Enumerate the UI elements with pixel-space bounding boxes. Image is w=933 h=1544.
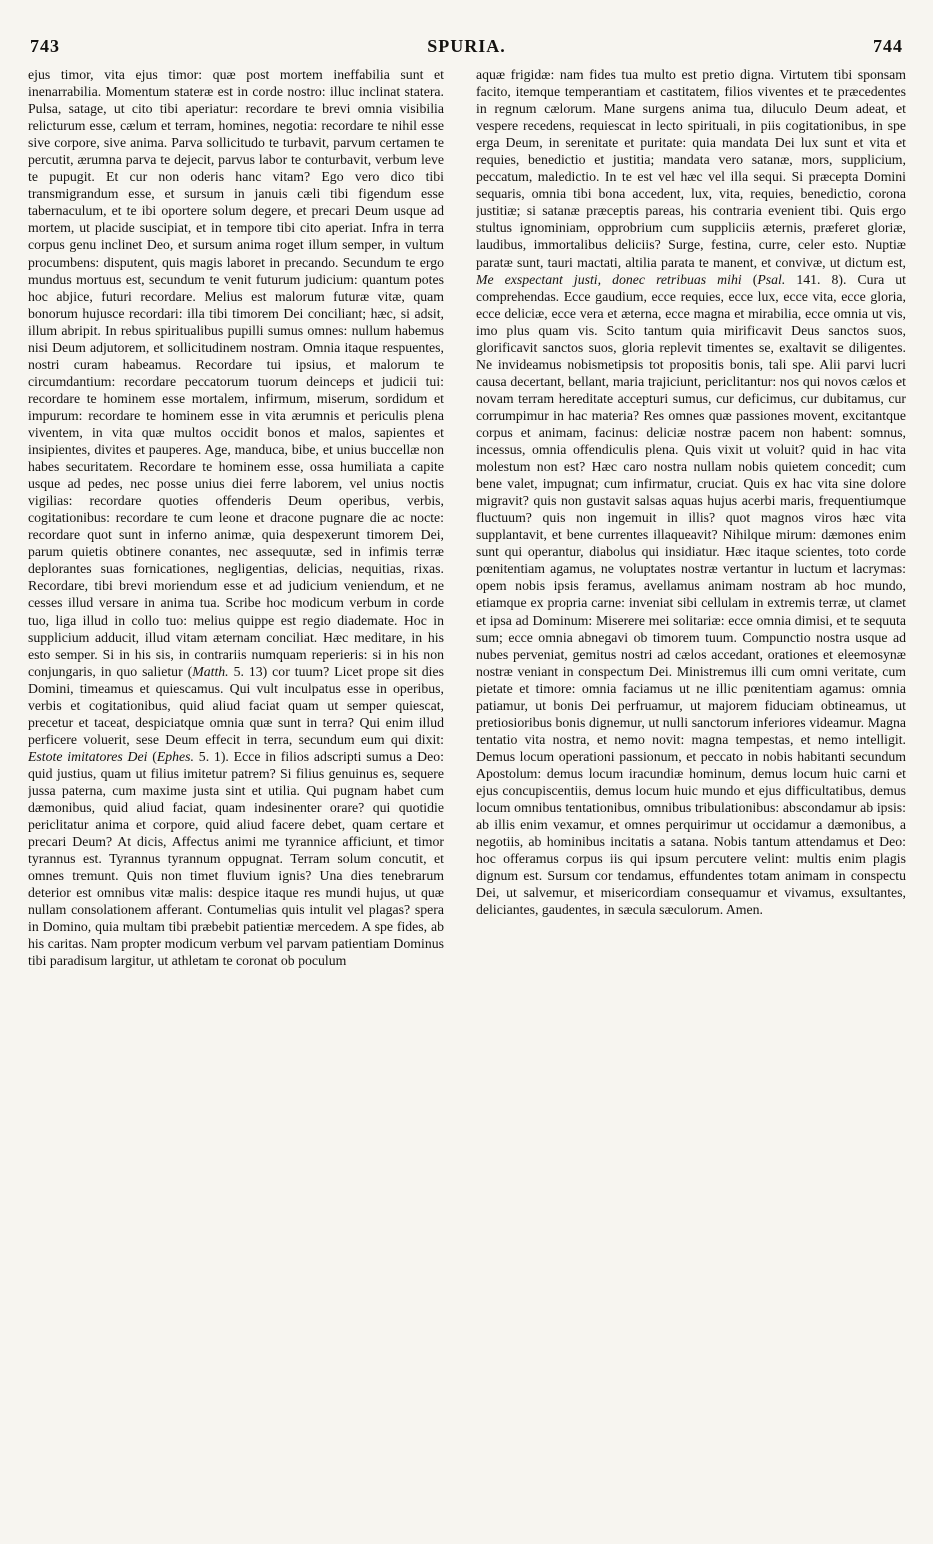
right-column-text (476, 66, 906, 918)
scripture-reference: Matth. (192, 663, 229, 679)
left-page-number: 743 (30, 36, 60, 56)
left-column-text (28, 66, 444, 969)
text-segment: 5. 1). Ecce in filios adscripti sumus a Deo: quid justius, quam ut filius imitetur patrem? Si filius genuinus es, sequere jussa paterna, cum maxime justa sint et utilia. Qui pugnam habet cum dæmonibus, quid aliud faciat, quam indesinenter orare? qui quotidie periclitatur anima et corpore, quid aliud facere debet, quam certare et precari Deum? At dicis, Affectus animi me tyrannice afficiunt, et timor tyrannus est. Tyrannus tyrannum oppugnat. Terram solum concutit, et omnes tremunt. Quis non timet fluvium ignis? Una dies tenebrarum deterior est omnibus vitæ malis: despice itaque res mundi hujus, ut quæ nullam consolationem afferant. Contumelias quis intulit vel plagas? spera in Domino, quia multam tibi præbebit patientiæ mercedem. A spe fides, ab his caritas. Nam propter modicum verbum vel parvam patientiam Dominus tibi paradisum largitur, ut athletam te coronat ob poculum (28, 748, 444, 969)
scripture-reference: Ephes. (156, 748, 194, 764)
text-segment: 5. 13) cor tuum? Licet prope sit dies Domini, timeamus et quiescamus. Qui vult inculpatus esse in operibus, verbis et cogitationibus, quid aliud faciat quam ut semper quiescat, precetur et taceat, despiciatque omnia quæ sunt in terra? Qui enim illud perficere voluerit, sese Deum effecit in terra, secundum eum qui dixit: (28, 663, 444, 747)
text-segment: 141. 8). Cura ut comprehendas. Ecce gaudium, ecce requies, ecce lux, ecce vita, ecce gloria, ecce deliciæ, ecce vera et æterna, ecce magna et mirabilia, ecce omnia ut vis, imo plus quam vis. Scito tantum quia mirificavit Deus sanctos suos, glorificavit sanctos suos, gloria replevit timentes se, exaltavit se diligentes. Ne invideamus nobismetipsis tot propositis bonis, tali spe. Alii parvi lucri causa decertant, bellant, maria trajiciunt, periclitantur: nos qui novos cælos et novam terram hereditate accepturi sumus, cur deficimus, cur dubitamus, cur corrumpimur in hac materia? Res omnes quæ passiones movent, excitantque corpus et animam, facinus: deliciæ nostræ pacem non habent: somnus, incessus, omnia offendiculis plena. Quis vixit ut voluit? quid in hac vita molestum non est? Hæc caro nostra nullam nobis quietem concedit; cum bene valet, impugnat; cum infirmatur, cruciat. Quis ex hac vita sine dolore migravit? quis non gustavit salsas aquas hujus acerbi maris, frequentiumque fluctuum? quis non ingemuit in illis? quot magnos viros hæc vita supplantavit, et bene currentes illaqueavit? Nihilque mirum: dæmones enim sunt qui operantur, diabolus qui insidiatur. Hæc itaque scientes, toto corde pœnitentiam agamus, ne voluptates nostræ vertantur in luctum et lacrymas: opem nobis ipsis feramus, avellamus animam nostram ab hoc mundo, etiamque ex propria carne: inveniat sibi cellulam in extremis terræ, ut clamet et ipsa ad Dominum: Miserere mei solitariæ: ecce omnia dimisi, et te sequuta sum; ecce omnia abnegavi ob timorem tuum. Compunctio nostra usque ad nubes perveniat, gemitus nostri ad cælos accedant, orationes et eleemosynæ nostræ veniant in conspectum Dei. Ministremus illi cum omni veritate, cum pietate et timore: omnia faciamus ut ne illic pœnitentiam agamus: omnia patiamur, ut bonis Dei perfruamur, ut majorem fiduciam obtineamus, ut pretiosioribus bonis dignemur, ut nulli sanctorum inferiores videamur. Magna tentatio vita nostra, et nemo novit: magna tempestas, et nemo intelligit. Demus locum operationi passionum, et peccato in nobis habitanti secundum Apostolum: demus locum iracundiæ hominum, demus locum huic carni et ejus concupiscentiis, demus locum huic mundo et ejus difficultatibus, demus locum omnibus tentationibus, omnibus tribulationibus: abscondamur ab ipsis: ab illis enim vexamur, et omnes perquirimur ut occidamur a dæmonibus, a negotiis, ab hominibus incitatis a satana. Nobis tantum attendamus et Deo: hoc offeramus corpus iis qui ipsum percutere velint: multis enim plagis dignum est. Sursum cor tendamus, effundentes totam animam in conspectu Dei, ut salvemur, et misericordiam consequamur et vivamus, exsultantes, deliciantes, gaudentes, in sæcula sæculorum. Amen. (476, 271, 906, 918)
running-title: SPURIA. (427, 36, 506, 56)
text-segment: aquæ frigidæ: nam fides tua multo est pretio digna. Virtutem tibi sponsam facito, itemque temperantiam et castitatem, filios viventes et te præcedentes in regnum cælorum. Mane surgens anima tua, diluculo Deum adeat, et vespere recedens, requiescat in lecto spirituali, in piis cogitationibus, in spe erga Deum, in serenitate et puritate: quia mandata Dei lux sunt et vita et requies, benedictio et justitia; mandata vero satanæ, mors, supplicium, peccatum, maledictio. In te est vel hæc vel illa sequi. Si præcepta Domini sequaris, omnia tibi bona accedent, lux, vita, requies, benedictio, corona justitiæ; si satanæ præceptis pareas, his contraria evenient tibi. Quis ergo stultus ignominiam, opprobrium cum suppliciis æternis, præferet gloriæ, laudibus, immortalibus deliciis? Surge, festina, curre, celer esto. Nuptiæ paratæ sunt, tauri mactati, altilia parata te manent, et convivæ, ut dictum est, (476, 67, 906, 270)
text-segment: ( (147, 748, 157, 764)
scripture-reference: Psal. (757, 271, 786, 287)
right-column (476, 66, 906, 1406)
page-header (30, 36, 903, 62)
text-segment: ejus timor, vita ejus timor: quæ post mortem ineffabilia sunt et inenarrabilia. Momentum stateræ est in corde nostro: illuc inclinat statera. Pulsa, satage, ut cito tibi aperiatur: recordare te brevi omnia visibilia relicturum esse, cælum et terram, homines, negotia: recordare te nihil esse sive corpore, sive anima. Parva sollicitudo te turbavit, parvum certamen te percutit, ærumna parva te dejecit, parvus labor te conturbavit, verbum leve te pupugit. Et cur non oderis hanc vitam? Ego vero dico tibi transmigrandum esse, et sursum in januis cæli tibi figendum esse tabernaculum, et te ibi oportere solum degere, et precari Deum usque ad mortem, ut placide suscipiat, et in tempore tibi cito aperiat. Infra in terra corpus genu inclinet Deo, et sursum anima roget illum semper, in vultum procumbens: disputent, quis magis laboret in precando. Secundum te ergo mundus mortuus est, secundum te venit futurum judicium: quantum potes hoc abjice, futuri recordare. Melius est malorum futuræ vitæ, quam bonorum hujusce recordari: illa tibi timorem Dei conciliant; hæc, si adsit, illum abripit. In rebus spiritualibus pupilli sumus omnes: nullum habemus nisi Deum adjutorem, et sollicitudinem nostram. Omnia itaque respuentes, nostri curam habeamus. Recordare tui ipsius, et malorum te circumdantium: recordare peccatorum tuorum deinceps et judicii tui: recordare te hominem esse mortalem, infirmum, miserum, sordidum et impurum: recordare te hominem esse in vita ærumnis et periculis plena viventem, in vita quæ multos occidit bonos et malos, sapientes et insipientes, divites et pauperes. Age, manduca, bibe, et unius buccellæ non habes securitatem. Recordare te hominem esse, ossa humiliata a capite usque ad pedes, nec posse unius diei ferre laborem, vel unius noctis vigilias: recordare quoties offenderis Deum operibus, verbis, cogitationibus: recordare te cum leone et dracone pugnare die ac nocte: recordare quot sunt in inferno animæ, quia despexerunt timorem Dei, parum quietis obtinere conantes, nec assequutæ, sed in infimis terræ deplorantes suas fornicationes, negligentias, delicias, nequitias, rixas. Recordare, tibi brevi moriendum esse et ad judicium veniendum, et ne cesses illud versare in anima tua. Scribe hoc modicum verbum in corde tuo, liga illud in collo tuo: melius quippe est regio diademate. Hoc in supplicium adducit, illud vitam æternam conciliat. Hæc meditare, in his esto semper. Si in his sis, in contrariis numquam reperieris: si in his non conjungaris, in quo salietur ( (28, 67, 444, 679)
scripture-quote: Me exspectant justi, donec retribuas mihi (476, 271, 742, 287)
text-segment: ( (741, 271, 758, 287)
left-column (28, 66, 444, 1516)
right-page-number: 744 (873, 36, 903, 56)
scripture-quote: Estote imitatores Dei (28, 748, 148, 764)
